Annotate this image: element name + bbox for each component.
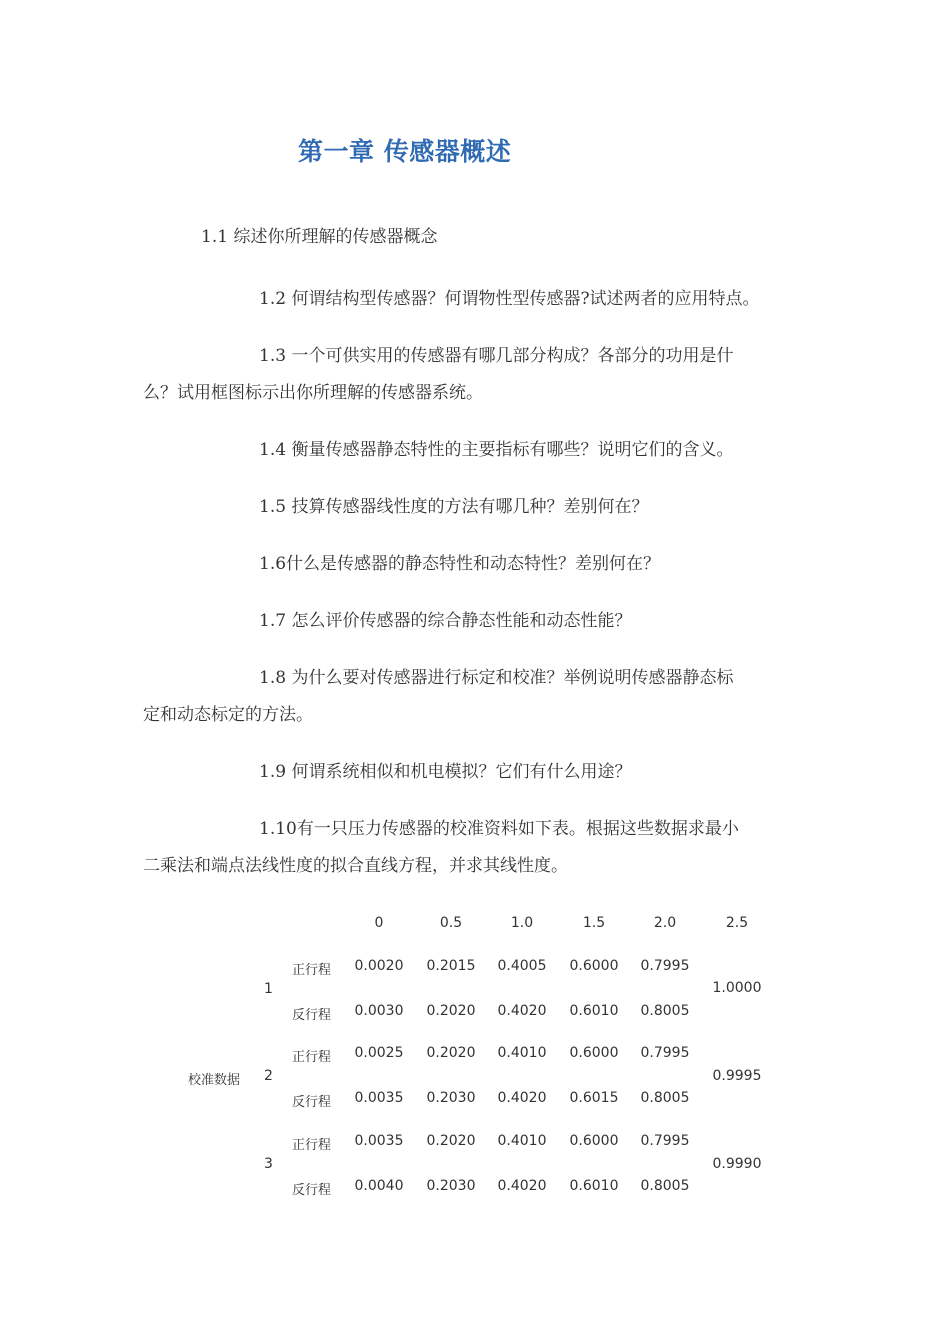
- cycle-number: 1: [264, 981, 273, 997]
- table-cell: 0.4020: [497, 1178, 547, 1194]
- table-cell: 0.2020: [426, 1045, 476, 1061]
- row-label-up: 正行程: [292, 1138, 332, 1153]
- question-1-9: 1.9 何谓系统相似和机电模拟？它们有什么用途？: [259, 762, 632, 782]
- question-1-6: 1.6什么是传感器的静态特性和动态特性？差别何在？: [259, 554, 661, 574]
- table-cell: 0.8005: [640, 1003, 690, 1019]
- question-1-3: 1.3 一个可供实用的传感器有哪几部分构成？各部分的功用是什: [259, 346, 734, 366]
- table-cell: 0.2030: [426, 1178, 476, 1194]
- table-cell: 0.2030: [426, 1090, 476, 1106]
- table-cell: 0.7995: [640, 958, 690, 974]
- table-cell: 0.7995: [640, 1133, 690, 1149]
- table-cell: 1.0000: [712, 980, 762, 996]
- question-1-8-cont: 定和动态标定的方法。: [143, 705, 313, 725]
- question-1-3-cont: 么？试用框图标示出你所理解的传感器系统。: [143, 383, 483, 403]
- table-cell: 0.0035: [354, 1090, 404, 1106]
- header-pressure: 1.0: [510, 915, 534, 931]
- table-cell: 0.7995: [640, 1045, 690, 1061]
- question-1-7: 1.7 怎么评价传感器的综合静态性能和动态性能？: [259, 611, 632, 631]
- table-cell: 0.9995: [712, 1068, 762, 1084]
- table-cell: 0.8005: [640, 1090, 690, 1106]
- table-cell: 0.2020: [426, 1133, 476, 1149]
- question-1-4: 1.4 衡量传感器静态特性的主要指标有哪些？说明它们的含义。: [259, 440, 734, 460]
- row-label-down: 反行程: [292, 1095, 332, 1110]
- table-cell: 0.9990: [712, 1156, 762, 1172]
- table-cell: 0.0035: [354, 1133, 404, 1149]
- question-1-1: 1.1 综述你所理解的传感器概念: [201, 227, 438, 247]
- table-cell: 0.6010: [569, 1178, 619, 1194]
- chapter-title: 第一章 传感器概述: [298, 137, 512, 166]
- table-cell: 0.4010: [497, 1045, 547, 1061]
- header-pressure: 2.5: [725, 915, 749, 931]
- question-1-10-cont: 二乘法和端点法线性度的拟合直线方程，并求其线性度。: [143, 856, 568, 876]
- header-pressure: 0: [374, 915, 384, 931]
- question-1-10: 1.10有一只压力传感器的校准资料如下表。根据这些数据求最小: [259, 819, 739, 839]
- table-cell: 0.6000: [569, 958, 619, 974]
- question-1-2: 1.2 何谓结构型传感器？何谓物性型传感器?试述两者的应用特点。: [259, 289, 760, 309]
- table-cell: 0.0025: [354, 1045, 404, 1061]
- header-pressure: 1.5: [582, 915, 606, 931]
- table-cell: 0.0020: [354, 958, 404, 974]
- group-label: 校准数据: [188, 1073, 241, 1088]
- table-cell: 0.4020: [497, 1090, 547, 1106]
- table-cell: 0.4020: [497, 1003, 547, 1019]
- table-cell: 0.0030: [354, 1003, 404, 1019]
- table-cell: 0.6010: [569, 1003, 619, 1019]
- cycle-number: 2: [264, 1068, 273, 1084]
- table-cell: 0.6015: [569, 1090, 619, 1106]
- table-cell: 0.4005: [497, 958, 547, 974]
- row-label-up: 正行程: [292, 963, 332, 978]
- header-pressure: 2.0: [653, 915, 677, 931]
- table-cell: 0.4010: [497, 1133, 547, 1149]
- table-cell: 0.6000: [569, 1045, 619, 1061]
- row-label-up: 正行程: [292, 1050, 332, 1065]
- row-label-down: 反行程: [292, 1008, 332, 1023]
- table-cell: 0.6000: [569, 1133, 619, 1149]
- table-cell: 0.2020: [426, 1003, 476, 1019]
- question-1-5: 1.5 技算传感器线性度的方法有哪几种？差别何在？: [259, 497, 649, 517]
- header-pressure: 0.5: [439, 915, 463, 931]
- cycle-number: 3: [264, 1156, 273, 1172]
- row-label-down: 反行程: [292, 1183, 332, 1198]
- table-cell: 0.2015: [426, 958, 476, 974]
- table-cell: 0.0040: [354, 1178, 404, 1194]
- table-cell: 0.8005: [640, 1178, 690, 1194]
- question-1-8: 1.8 为什么要对传感器进行标定和校准？举例说明传感器静态标: [259, 668, 734, 688]
